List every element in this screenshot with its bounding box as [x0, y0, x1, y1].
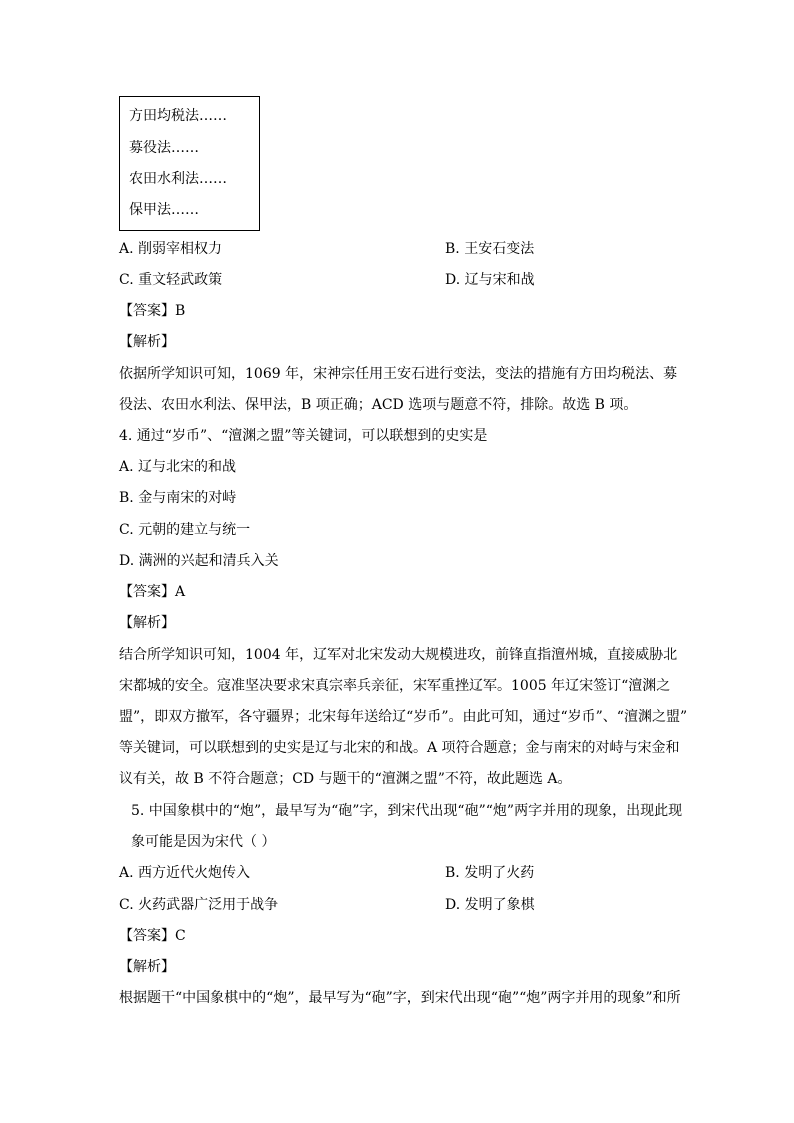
q3-analysis-line: 役法、农田水利法、保甲法，B 项正确；ACD 选项与题意不符，排除。故选 B 项。 [119, 397, 638, 413]
q5-analysis-line: 根据题干“中国象棋中的“炮”，最早写为“砲”字，到宋代出现“砲”“炮”两字并用的现象”和所 [119, 990, 681, 1006]
q4-option-a: A. 辽与北宋的和战 [119, 459, 237, 475]
q4-analysis-line: 等关键词，可以联想到的史实是辽与北宋的和战。A 项符合题意；金与南宋的对峙与宋金和 [119, 740, 680, 756]
q4-option-b: B. 金与南宋的对峙 [119, 490, 237, 506]
q4-analysis-line: 结合所学知识可知，1004 年，辽军对北宋发动大规模进攻，前锋直指澶州城，直接威胁北 [119, 647, 678, 663]
q4-stem: 4. 通过“岁币”、“澶渊之盟”等关键词，可以联想到的史实是 [119, 428, 488, 444]
q5-stem: 象可能是因为宋代（ ） [131, 834, 276, 850]
q4-analysis-label: 【解析】 [119, 615, 175, 631]
q4-analysis-line: 宋都城的安全。寇准坚决要求宋真宗率兵亲征，宋军重挫辽军。1005 年辽宋签订“澶渊之 [119, 678, 671, 694]
q4-option-d: D. 满洲的兴起和清兵入关 [119, 553, 279, 569]
box-item: 募役法…… [129, 140, 199, 156]
q3-option-a: A. 削弱宰相权力 [119, 241, 223, 257]
q3-option-c: C. 重文轻武政策 [119, 272, 223, 288]
q5-answer: 【答案】C [119, 928, 186, 944]
q4-option-c: C. 元朝的建立与统一 [119, 522, 251, 538]
q4-analysis-line: 议有关，故 B 不符合题意；CD 与题干的“澶渊之盟”不符，故此题选 A。 [119, 771, 572, 787]
q3-option-b: B. 王安石变法 [445, 241, 535, 257]
q3-answer: 【答案】B [119, 303, 186, 319]
q5-stem: 5. 中国象棋中的“炮”，最早写为“砲”字，到宋代出现“砲”“炮”两字并用的现象，出现此现 [131, 803, 683, 819]
q5-option-a: A. 西方近代火炮传入 [119, 865, 251, 881]
box-item: 方田均税法…… [129, 108, 227, 124]
box-item: 保甲法…… [129, 202, 199, 218]
q5-analysis-label: 【解析】 [119, 959, 175, 975]
q5-option-b: B. 发明了火药 [445, 865, 535, 881]
q3-analysis-label: 【解析】 [119, 334, 175, 350]
q3-analysis-line: 依据所学知识可知，1069 年，宋神宗任用王安石进行变法，变法的措施有方田均税法、募 [119, 366, 678, 382]
q5-option-c: C. 火药武器广泛用于战争 [119, 897, 279, 913]
box-item: 农田水利法…… [129, 171, 227, 187]
reform-measures-box [119, 96, 260, 231]
q4-analysis-line: 盟”，即双方撤军，各守疆界；北宋每年送给辽“岁币”。由此可知，通过“岁币”、“澶渊之盟” [119, 709, 688, 725]
q5-option-d: D. 发明了象棋 [445, 897, 535, 913]
q3-option-d: D. 辽与宋和战 [445, 272, 535, 288]
q4-answer: 【答案】A [119, 584, 186, 600]
